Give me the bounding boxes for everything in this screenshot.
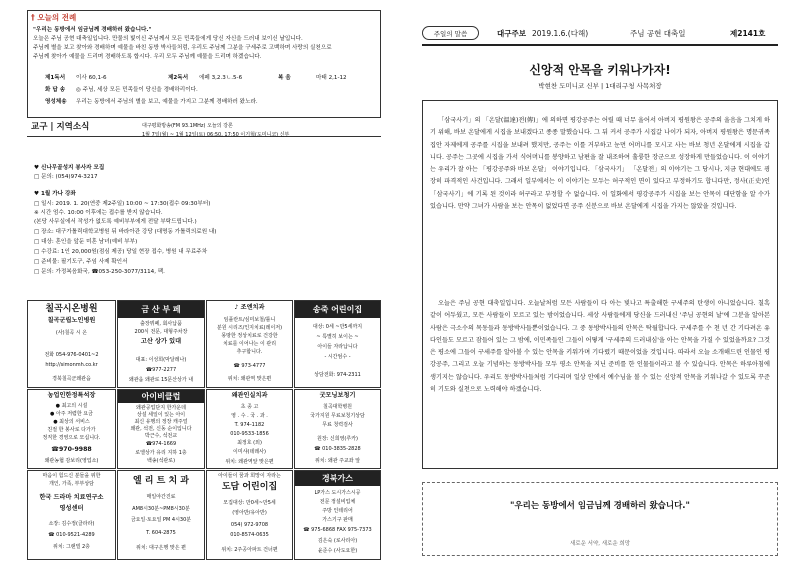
news-item-3: ♥ 1월 가나 강좌 — [34, 191, 76, 197]
ad-joen-dental: ♪ 조엔치과 임플란트/심미보철/틀니 분원 시리즈/인지치료(레이저) 몽땅한 정상치료로 건강한 치료를 이어나는 이 관리 추구합니다. ☎ 973-4777 위치: 왜관역 맞은편 — [206, 300, 293, 388]
gospel-label: 복 음 — [278, 75, 291, 81]
news-item-6: (본당 사무실에서 작성가 없도록 예비부부에게 전달 부탁드립니다.) — [34, 219, 197, 225]
issue-date: 2019.1.6.(다해) — [532, 29, 589, 38]
news-item-1: ♥ 신나무골성지 봉사자 모집 — [34, 165, 105, 171]
ad-nonghyup: 농업인한정특석장 ● 최고의 시설 ● 아주 저렴한 요금 ● 최상의 서비스 친절 한 봉사로 다가가 정직한 경영으로 모십니다. ☎970-9988 왜관농협 감보리(영업소) — [27, 389, 116, 469]
communion-text: 우리는 동방에서 주님의 별을 보고, 예물을 가지고 그분께 경배하러 왔노라. — [76, 99, 258, 105]
parish-news-title: 교구 | 지역소식 — [31, 122, 90, 132]
ad-ivy-club: 아이비클럽 왜관공업단지 한가운데 상설 세일이 있는 아이 최신 유행의 정장 캐주얼 왜관, 석전, 신동 순이입니다 박근수, 석전교 ☎974-1669 로엘상가 유리 지하 1층 백송(석관로) — [117, 389, 205, 469]
ad-good-morning-hearing: 굿모닝보청기 칠곡대학병원 국가지원 무료보청기상담 무료 청력검사 원장: 신희영(루카) ☎ 010-3835-2828 위치: 왜관 주교좌 앞 — [294, 389, 381, 469]
feast-name: 주님 공현 대축일 — [630, 29, 686, 38]
article-author: 박현찬 도미니코 신부 | 1대리구청 사목처장 — [538, 82, 662, 90]
ad-waegwan-dental: 왜관인실치과 초 종 고 영 . 수 . 국 . 과 . T. 974-1182 010-9533-1856 최정호 (외) 이미샤(데레사) 위치: 왜관역앞 맞은편 — [206, 389, 293, 469]
news-item-4: □ 일시: 2019. 1. 20(연중 제2주일) 10:00 ~ 17:30(접수 09:30부터) — [34, 201, 211, 207]
radio-line-1: 대구평화방송(FM 93.1MHz) 오늘의 강론 — [142, 123, 233, 129]
quote-credit: 새로운 서약, 새로운 희망 — [569, 541, 631, 547]
news-item-7: □ 장소: 대구가톨릭대학교병원 뒤 바라아관 강당 (대명동 가톨릭의료원 내) — [34, 229, 217, 235]
ad-gyeongbuk-gas: 경북가스 LP가스 도시가스시공 전문 정설비업체 주방 인테리어 가스기구 판매 ☎ 975-6868 FAX 975-7373 김은숙 (로사리아) 윤준수 (사도요한) — [294, 470, 381, 560]
today-intro-line-1: "우리는 동방에서 임금님께 경배하러 왔습니다." — [33, 27, 152, 33]
today-intro-line-4: 주님께 찾아가 예물을 드리며 경배하도록 합시다. 우리 모두 주님께 예물을 드리며 하겠습니다. — [33, 54, 262, 60]
reading1-text: 이사 60,1-6 — [76, 75, 107, 81]
news-item-2: □ 문의: (054)974-3217 — [34, 174, 98, 180]
issue-number: 제2141호 — [730, 29, 766, 38]
ad-geumsan-buffet: 금 산 부 페 출장뷔페, 회사납품 200식 전문, 대형주차장 고산 상가 있대 대표: 이성희(막달레나) ☎977-2277 왜관읍 왜관로 15문산상가 내 — [117, 300, 205, 388]
ad-drama-therapy: 마음이 힘드신 분들을 위한 개인, 가족, 부부상담 한국 드라마 치료연구소 영성센터 소장: 김수정(클라라) ☎ 010-9521-4289 위치: 그랜빌 2층 — [27, 470, 116, 560]
sunday-word-tag: 주일의 말씀 — [422, 26, 479, 40]
news-item-11: □ 문의: 가정복음화국, ☎053-250-3077/3114, 팩. — [34, 269, 165, 275]
closing-quote: "우리는 동방에서 임금님께 경배하러 왔습니다." — [510, 501, 690, 511]
today-intro-line-3: 주님께 별을 보고 찾아와 경배하며 예물을 바친 동방 박사들처럼, 우리도 주님께 그분을 구세주로 고백하며 사랑의 실천으로 — [33, 45, 332, 51]
reading2-label: 제2독서 — [168, 75, 189, 81]
today-intro-line-2: 오늘은 주님 공현 대축일입니다. 만물의 빛이신 주님께서 모든 민족들에게 당신 자신을 드러내 보이신 날입니다. — [33, 36, 303, 42]
article-paragraph-2: 오늘은 주님 공현 대축일입니다. 오늘날처럼 모든 사람들이 다 아는 빛나고 특출해한 구세주의 탄생이 아니었습니다. 칠흑 같이 어두웠고, 모든 사람들이 모르고 있는 밤이었습니다. 세상 사람들에게 당신을 드러내신 '주님 공현의 날'에 그분을 알아본 사람은 극소수의 목동들과 동방박사들뿐이었습니다. 그 중 동방박사들의 안목은 탁월합니다. 구세주를 수 천 년 간 기다려온 유다인들도 모르고 잠들어 있는 그 밤에, 이민족들인 그들이 어떻게 '구세주의 드러내심'을 아는 안목을 가질 수 있었을까요? 그것은 평소에 그들이 구세주를 알아볼 수 있는 안목을 키워가며 기다렸기 때문이었을 것입니다. 따라서 오늘 소개해드린 인물인 평강공주, 그리고 오늘 기념하는 동방박사들 모두 평소 안목을 지닌 준비를 한 인물들이라고 볼 수 있습니다. 안목은 하루아침에 생기지는 않습니다. 우리도 동방박사들처럼 기다리며 일상 안에서 예수님을 볼 수 있는 신앙적 안목을 키워나갈 수 있도록 꾸준히 기도와 실천으로 노력해야 하겠습니다. — [430, 300, 770, 394]
article-title: 신앙적 안목을 키워나가자! — [529, 63, 671, 77]
news-item-10: □ 준비물: 필기도구, 주임 사제 확인서 — [34, 259, 128, 265]
radio-line-2: 1월 7일(월) ~ 1월 12일(토) 06:50, 17:50 이기혁(도미니코) 신부 — [142, 132, 290, 138]
ad-elite-dental: 엘 리 트 치 과 매일야간진료 AM8시30분~PM8시30분 금요일·토요일 PM 4시30분 T. 604-2875 위치: 대구은행 맞은 편 — [117, 470, 205, 560]
ad-songjuk-daycare: 송죽 어린이집 대상: 0세 ~만5세까지 ~ 특별히 보이는 ~ 아이들 자라납니다 - 시간엄수 - 상담전화: 974-2311 — [294, 300, 381, 388]
ad-dodam-daycare: 아이들이 꿈과 희망이 자라는 도담 어린이집 모집대상: 만0세~만5세 (영아반/유아반) 054) 972-9708 010-8574-0635 위치: 2주공아파트 건너편 — [206, 470, 293, 560]
reading2-text: 에페 3,2.3ㄴ.5-6 — [199, 75, 243, 81]
gospel-text: 마태 2,1-12 — [316, 75, 347, 81]
reading1-label: 제1독서 — [45, 75, 66, 81]
issue-label: 대구주보 — [497, 29, 526, 38]
communion-label: 영성체송 — [45, 99, 67, 105]
news-item-8: □ 대상: 혼인을 앞둔 미혼 남녀(예비 부부) — [34, 239, 138, 245]
ad-chilgok-hospital: 칠곡시온병원 칠곡군립노인병원 (사)칠곡 시 온 전화 054-976-0401~2 http://simonmh.co.kr 경북칠곡군왜관읍 — [27, 300, 116, 388]
psalm-text: ◎ 주님, 세상 모든 민족들이 당신을 경배하리이다. — [76, 87, 198, 93]
header-rule — [422, 44, 778, 46]
news-item-9: □ 수강료: 1인 20,000원(점심 제공) 당일 현장 접수, 병원 내 무료주차 — [34, 249, 208, 255]
news-item-5: ※ 시간 엄수. 10:00 이후에는 접수를 받지 않습니다. — [34, 210, 163, 216]
article-paragraph-1: 「삼국사기」의 「온달(溫達)전(傳)」에 의하면 평강공주는 어릴 때 너무 울어서 아버지 평원왕은 공주의 울음을 그치게 하기 위해, 바보 온달에게 시집을 보내겠다고 종종 말했습니다. 그 뒤 커서 공주가 시집갈 나이가 되자, 아버지 평원왕은 명문귀족 집안 자제에게 공주를 시집을 보내려 했지만, 공주는 이를 거부하고 눈먼 어머니를 모시고 사는 바보 청년 온달에게 시집을 갑니다. 공주는 그곳에 시집을 가서 식어머니를 봉양하고 남편을 잘 내조하여 훌륭한 장군으로 성장하게 만들었습니다. 이 이야기는 우리가 잘 아는 「평강공주와 바보 온달」 이야기입니다. 「삼국사기」 「온달전」의 이야기는 그 당시나, 지금 현대에도 굉장히 파격적인 사건입니다. 그래서 일부에서는 이 이야기는 모두는 허구적인 면이 있다고 부정하기도 합니다만, 정사(正史)인 「삼국사기」에 기록 된 것이라 허구라고 부정할 수 없습니다. 이 일화에서 평강공주가 시집을 보는 안목이 대단함을 알 수가 있습니다. 만약 그녀가 사람을 보는 안목이 없었다면 공주 신분으로 바보 온달에게 시집을 가지는 않았을 것입니다. — [430, 117, 770, 211]
psalm-label: 화 답 송 — [45, 87, 66, 93]
today-liturgy-title: † 오늘의 전례 — [31, 13, 77, 22]
right-page — [400, 0, 800, 565]
